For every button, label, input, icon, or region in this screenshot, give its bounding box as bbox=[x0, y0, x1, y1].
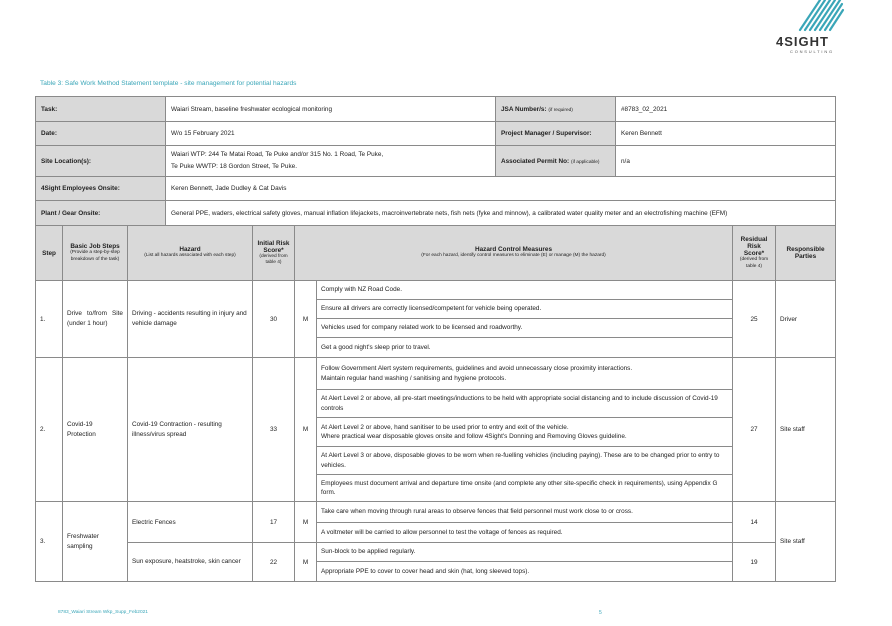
control-type: M bbox=[295, 543, 317, 582]
header-control-measures: Hazard Control Measures (For each hazard, identify control measures to eliminate (E) or manage (M) the hazard) bbox=[295, 226, 733, 281]
hazard-cell: Covid-19 Contraction - resulting illness/virus spread bbox=[128, 358, 253, 502]
control-measure: Follow Government Alert system requirements, guidelines and avoid unnecessary close proximity interactions. Maintain regular hand washing / sanitising and hygiene protocols. bbox=[317, 358, 733, 390]
brand-tagline: CONSULTING bbox=[790, 49, 834, 54]
date-label: Date: bbox=[36, 122, 166, 146]
page-number: 5 bbox=[599, 610, 602, 616]
table-caption: Table 3: Safe Work Method Statement template - site management for potential hazards bbox=[40, 80, 297, 87]
table-row bbox=[36, 502, 836, 523]
permit-label: Associated Permit No: (if applicable) bbox=[496, 146, 616, 177]
control-measure: Get a good night's sleep prior to travel. bbox=[317, 338, 733, 358]
pm-label: Project Manager / Supervisor: bbox=[496, 122, 616, 146]
table-row bbox=[36, 281, 836, 300]
brand-logo-text: 4SIGHT bbox=[776, 34, 829, 49]
date-row bbox=[36, 122, 836, 146]
footer-filename: 8783_Waiari Stream Wkp_Supp_Feb2021 bbox=[58, 610, 148, 615]
table-row bbox=[36, 543, 836, 562]
job-step: Freshwater sampling bbox=[63, 502, 128, 582]
initial-risk: 30 bbox=[253, 281, 295, 358]
control-measure: Take care when moving through rural areas to observe fences that field personnel must work close to or cross. bbox=[317, 502, 733, 523]
control-measure: Ensure all drivers are correctly licensed/competent for vehicle being operated. bbox=[317, 300, 733, 319]
control-measure: A voltmeter will be carried to allow personnel to test the voltage of fences as required. bbox=[317, 523, 733, 543]
hazard-table bbox=[35, 225, 836, 582]
location-label: Site Location(s): bbox=[36, 146, 166, 177]
control-measure: At Alert Level 3 or above, disposable gloves to be worn when re-fuelling vehicles (including paying). These are to be changed prior to entry to vehicles. bbox=[317, 447, 733, 475]
date-value: W/o 15 February 2021 bbox=[166, 122, 496, 146]
employees-value: Keren Bennett, Jade Dudley & Cat Davis bbox=[166, 177, 836, 201]
task-row bbox=[36, 97, 836, 122]
jsa-label: JSA Number/s: (if required) bbox=[496, 97, 616, 122]
header-hazard: Hazard (List all hazards associated with each step) bbox=[128, 226, 253, 281]
residual-risk: 14 bbox=[733, 502, 776, 543]
initial-risk: 22 bbox=[253, 543, 295, 582]
step-number: 2. bbox=[36, 358, 63, 502]
job-step: Drive to/from Site (under 1 hour) bbox=[63, 281, 128, 358]
control-measure: Appropriate PPE to cover to cover head and skin (hat, long sleeved tops). bbox=[317, 562, 733, 582]
residual-risk: 19 bbox=[733, 543, 776, 582]
jsa-value: #8783_02_2021 bbox=[616, 97, 836, 122]
residual-risk: 27 bbox=[733, 358, 776, 502]
initial-risk: 17 bbox=[253, 502, 295, 543]
hazard-cell: Electric Fences bbox=[128, 502, 253, 543]
header-responsible-parties: Responsible Parties bbox=[776, 226, 836, 281]
responsible-party: Site staff bbox=[776, 502, 836, 582]
control-measure: At Alert Level 2 or above, hand sanitiser to be used prior to entry and exit of the vehicle. Where practical wear disposable gloves onsite and follow 4Sight's Donning and Removing Gloves guideline. bbox=[317, 418, 733, 447]
initial-risk: 33 bbox=[253, 358, 295, 502]
task-info-table bbox=[35, 96, 836, 226]
control-measure: Comply with NZ Road Code. bbox=[317, 281, 733, 300]
plant-value: General PPE, waders, electrical safety gloves, manual inflation lifejackets, macroinvertebrate nets, fish nets (fyke and minnow), a calibrated water quality meter and an electrofishing machine (EFM) bbox=[166, 201, 836, 226]
control-measure: Vehicles used for company related work to be licensed and roadworthy. bbox=[317, 319, 733, 338]
plant-row bbox=[36, 201, 836, 226]
header-step: Step bbox=[36, 226, 63, 281]
responsible-party: Site staff bbox=[776, 358, 836, 502]
plant-label: Plant / Gear Onsite: bbox=[36, 201, 166, 226]
control-measure: At Alert Level 2 or above, all pre-start meetings/inductions to be held with appropriate social distancing and to include discussion of Covid-19 controls bbox=[317, 390, 733, 418]
header-job-steps: Basic Job Steps (Provide a step-by-step breakdown of the task) bbox=[63, 226, 128, 281]
control-type: M bbox=[295, 281, 317, 358]
location-value: Waiari WTP: 244 Te Matai Road, Te Puke and/or 315 No. 1 Road, Te Puke, Te Puke WWTP: 18 Gordon Street, Te Puke. bbox=[166, 146, 496, 177]
pm-value: Keren Bennett bbox=[616, 122, 836, 146]
header-row bbox=[36, 226, 836, 281]
residual-risk: 25 bbox=[733, 281, 776, 358]
employees-label: 4Sight Employees Onsite: bbox=[36, 177, 166, 201]
control-type: M bbox=[295, 502, 317, 543]
step-number: 3. bbox=[36, 502, 63, 582]
permit-value: n/a bbox=[616, 146, 836, 177]
header-residual-risk: Residual Risk Score* (derived from table 4) bbox=[733, 226, 776, 281]
job-step: Covid-19 Protection bbox=[63, 358, 128, 502]
control-measure: Sun-block to be applied regularly. bbox=[317, 543, 733, 562]
responsible-party: Driver bbox=[776, 281, 836, 358]
header-initial-risk: Initial Risk Score* (derived from table 4) bbox=[253, 226, 295, 281]
location-row bbox=[36, 146, 836, 177]
hazard-cell: Sun exposure, heatstroke, skin cancer bbox=[128, 543, 253, 582]
hazard-cell: Driving - accidents resulting in injury and vehicle damage bbox=[128, 281, 253, 358]
task-label: Task: bbox=[36, 97, 166, 122]
employees-row bbox=[36, 177, 836, 201]
table-row bbox=[36, 358, 836, 390]
control-measure: Employees must document arrival and departure time onsite (and complete any other site-specific check in requirements), using Appendix G form. bbox=[317, 475, 733, 502]
step-number: 1. bbox=[36, 281, 63, 358]
control-type: M bbox=[295, 358, 317, 502]
task-value: Waiari Stream, baseline freshwater ecological monitoring bbox=[166, 97, 496, 122]
